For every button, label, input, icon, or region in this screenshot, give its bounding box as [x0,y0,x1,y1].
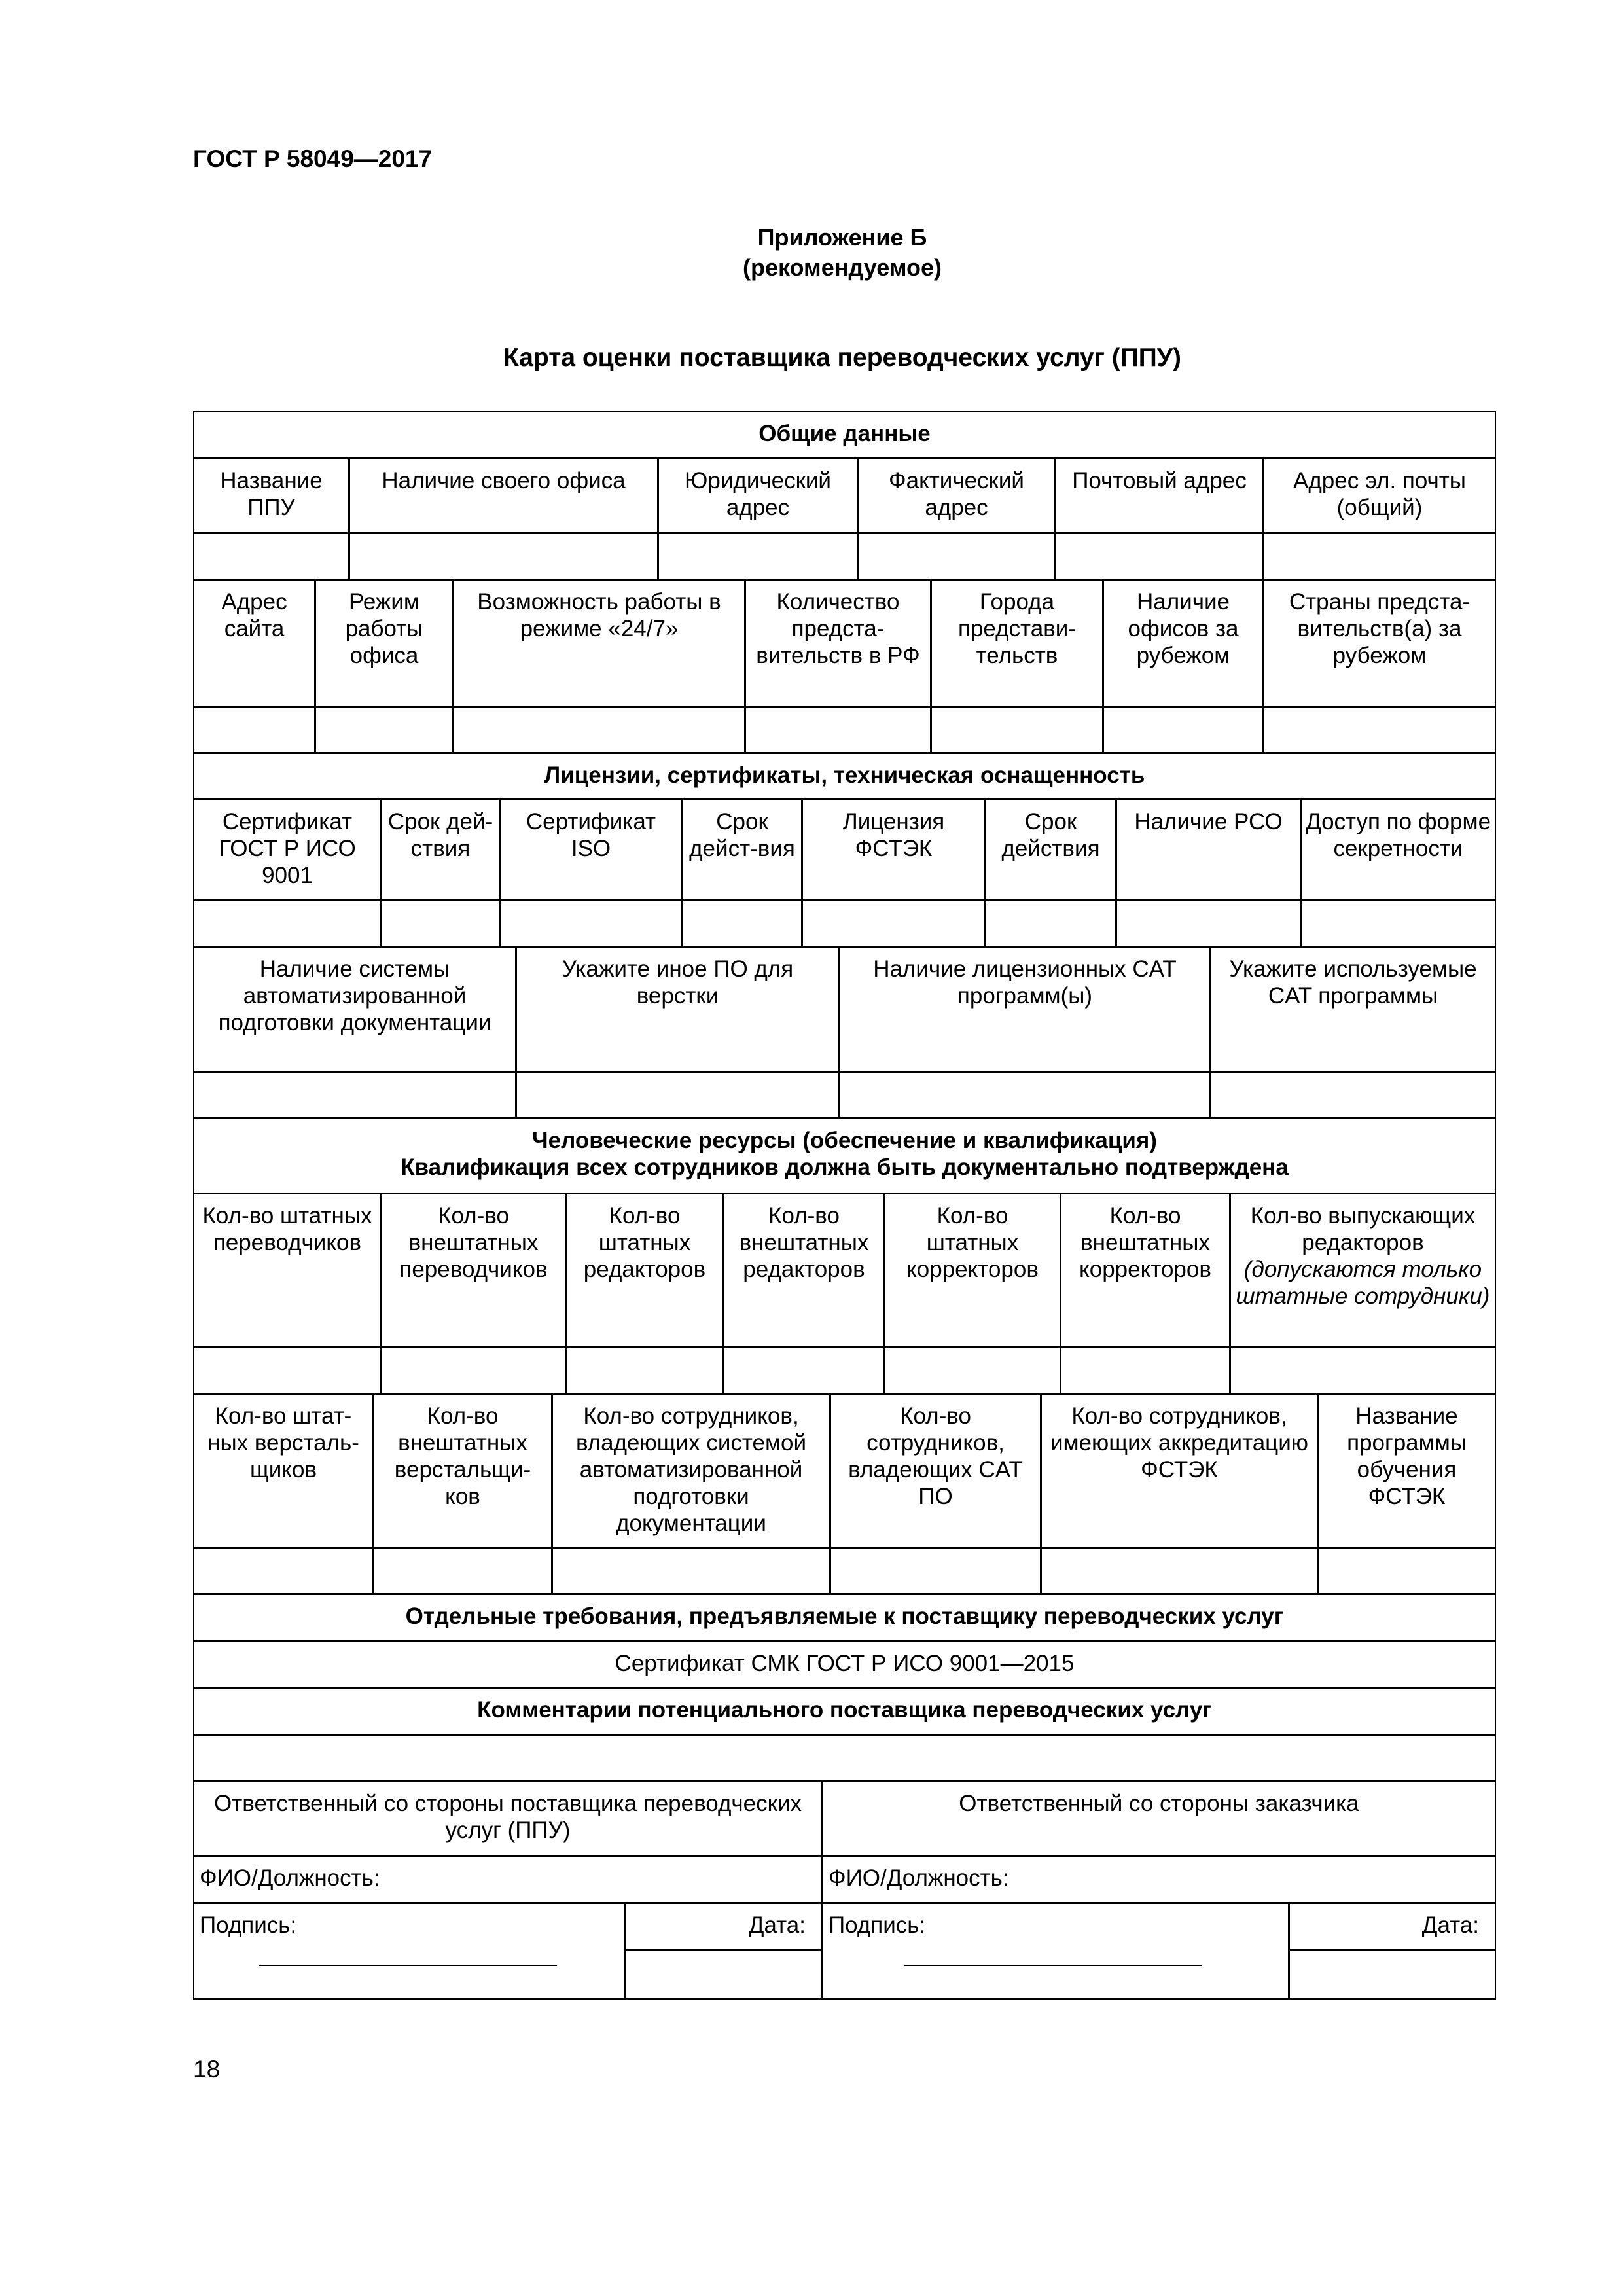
general-row1-header: Фактический адрес [857,458,1056,533]
general-row1-header: Название ППУ [193,458,349,533]
general-row2-header: Города представи-тельств [931,579,1103,707]
license-row2-header: Наличие системы автоматизированной подготовки документации [193,946,516,1072]
input-cell[interactable] [802,900,986,947]
input-cell[interactable] [381,1347,566,1394]
input-cell[interactable] [857,533,1056,580]
provider-date-field[interactable] [625,1950,823,2000]
input-cell[interactable] [1103,706,1264,753]
input-cell[interactable] [1041,1547,1318,1594]
provider-signature-line [259,1965,557,1966]
editors-note: (допускаются только штатные сотрудники) [1236,1257,1490,1309]
input-cell[interactable] [552,1547,830,1594]
input-cell[interactable] [723,1347,885,1394]
appendix-status: (рекомендуемое) [743,254,942,281]
license-row1-header: Срок действия [985,799,1116,901]
input-cell[interactable] [1263,533,1496,580]
input-cell[interactable] [1116,900,1301,947]
provider-date-label: Дата: [625,1903,823,1950]
input-cell[interactable] [193,533,349,580]
hr-row1-header-editors [1230,1193,1496,1348]
license-row2-header: Укажите используемые CAT программы [1210,946,1496,1072]
input-cell[interactable] [381,900,500,947]
hr-row1-header: Кол-во штатных редакторов [565,1193,724,1348]
appendix-label: Приложение Б [757,224,927,251]
input-cell[interactable] [1263,706,1496,753]
license-row1-header: Сертификат ГОСТ Р ИСО 9001 [193,799,382,901]
input-cell[interactable] [373,1547,552,1594]
section-general-header: Общие данные [193,411,1496,459]
section-hr-title: Человеческие ресурсы (обеспечение и квалификация) [532,1128,1157,1153]
section-licenses-header: Лицензии, сертификаты, техническая оснащенность [193,753,1496,800]
hr-row1-header: Кол-во штатных переводчиков [193,1193,382,1348]
hr-row2-header: Кол-во сотрудников, владеющих CAT ПО [830,1393,1041,1548]
evaluation-form-table [193,411,1496,2000]
license-row2-header: Наличие лицензионных CAT программ(ы) [839,946,1211,1072]
requirement-qms-cert: Сертификат СМК ГОСТ Р ИСО 9001—2015 [193,1641,1496,1688]
input-cell[interactable] [193,900,382,947]
input-cell[interactable] [1230,1347,1496,1394]
license-row2-header: Укажите иное ПО для верстки [516,946,840,1072]
license-row1-header: Наличие РСО [1116,799,1301,901]
input-cell[interactable] [682,900,802,947]
input-cell[interactable] [516,1071,840,1119]
input-cell[interactable] [745,706,931,753]
input-cell[interactable] [315,706,454,753]
input-cell[interactable] [985,900,1116,947]
responsible-provider-header: Ответственный со стороны поставщика переводческих услуг (ППУ) [193,1781,823,1856]
hr-row2-header: Кол-во внештатных верстальщи-ков [373,1393,552,1548]
general-row2-header: Страны предста-вительств(а) за рубежом [1263,579,1496,707]
general-row2-header: Количество предста-вительств в РФ [745,579,931,707]
general-row1-header: Наличие своего офиса [349,458,658,533]
hr-row2-header: Кол-во штат-ных версталь-щиков [193,1393,374,1548]
license-row1-header: Срок дейст-вия [682,799,802,901]
input-cell[interactable] [453,706,745,753]
section-comments-header: Комментарии потенциального поставщика переводческих услуг [193,1687,1496,1735]
license-row1-header: Сертификат ISO [499,799,683,901]
general-row2-header: Адрес сайта [193,579,315,707]
input-cell[interactable] [349,533,658,580]
input-cell[interactable] [830,1547,1041,1594]
section-requirements-header: Отдельные требования, предъявляемые к поставщику переводческих услуг [193,1594,1496,1641]
input-cell[interactable] [839,1071,1211,1119]
responsible-customer-header: Ответственный со стороны заказчика [822,1781,1496,1856]
comments-field[interactable] [193,1734,1496,1782]
provider-signature-field[interactable]: Подпись: [193,1903,626,2000]
input-cell[interactable] [1210,1071,1496,1119]
input-cell[interactable] [1055,533,1264,580]
general-row1-header: Почтовый адрес [1055,458,1264,533]
general-row2-header: Возможность работы в режиме «24/7» [453,579,745,707]
input-cell[interactable] [1317,1547,1496,1594]
hr-row1-header: Кол-во штатных корректоров [884,1193,1061,1348]
customer-signature-line [904,1965,1202,1966]
customer-fio-field[interactable]: ФИО/Должность: [822,1856,1496,1903]
input-cell[interactable] [658,533,858,580]
license-row1-header: Доступ по форме секретности [1300,799,1496,901]
license-row1-header: Лицензия ФСТЭК [802,799,986,901]
input-cell[interactable] [1060,1347,1230,1394]
hr-row2-header: Название программы обучения ФСТЭК [1317,1393,1496,1548]
hr-row2-header: Кол-во сотрудников, имеющих аккредитацию ФСТЭК [1041,1393,1318,1548]
page-number: 18 [193,2056,221,2083]
input-cell[interactable] [1300,900,1496,947]
customer-date-label: Дата: [1289,1903,1496,1950]
input-cell[interactable] [884,1347,1061,1394]
customer-signature-field[interactable]: Подпись: [822,1903,1289,2000]
section-hr-header [193,1118,1496,1194]
input-cell[interactable] [499,900,683,947]
hr-row1-header: Кол-во внештатных корректоров [1060,1193,1230,1348]
hr-row1-header: Кол-во внештатных редакторов [723,1193,885,1348]
input-cell[interactable] [193,1071,516,1119]
customer-date-field[interactable] [1289,1950,1496,2000]
input-cell[interactable] [565,1347,724,1394]
hr-row1-header: Кол-во внештатных переводчиков [381,1193,566,1348]
general-row1-header: Адрес эл. почты (общий) [1263,458,1496,533]
editors-label: Кол-во выпускающих редакторов [1250,1203,1476,1255]
input-cell[interactable] [931,706,1103,753]
general-row2-header: Режим работы офиса [315,579,454,707]
provider-fio-field[interactable]: ФИО/Должность: [193,1856,823,1903]
document-code: ГОСТ Р 58049—2017 [193,145,433,172]
input-cell[interactable] [193,1347,382,1394]
input-cell[interactable] [193,1547,374,1594]
hr-row2-header: Кол-во сотрудников, владеющих системой автоматизированной подготовки документации [552,1393,830,1548]
section-hr-subtitle: Квалификация всех сотрудников должна быть документально подтверждена [401,1155,1289,1180]
license-row1-header: Срок дей-ствия [381,799,500,901]
form-title: Карта оценки поставщика переводческих услуг (ППУ) [503,344,1182,372]
input-cell[interactable] [193,706,315,753]
general-row1-header: Юридический адрес [658,458,858,533]
general-row2-header: Наличие офисов за рубежом [1103,579,1264,707]
